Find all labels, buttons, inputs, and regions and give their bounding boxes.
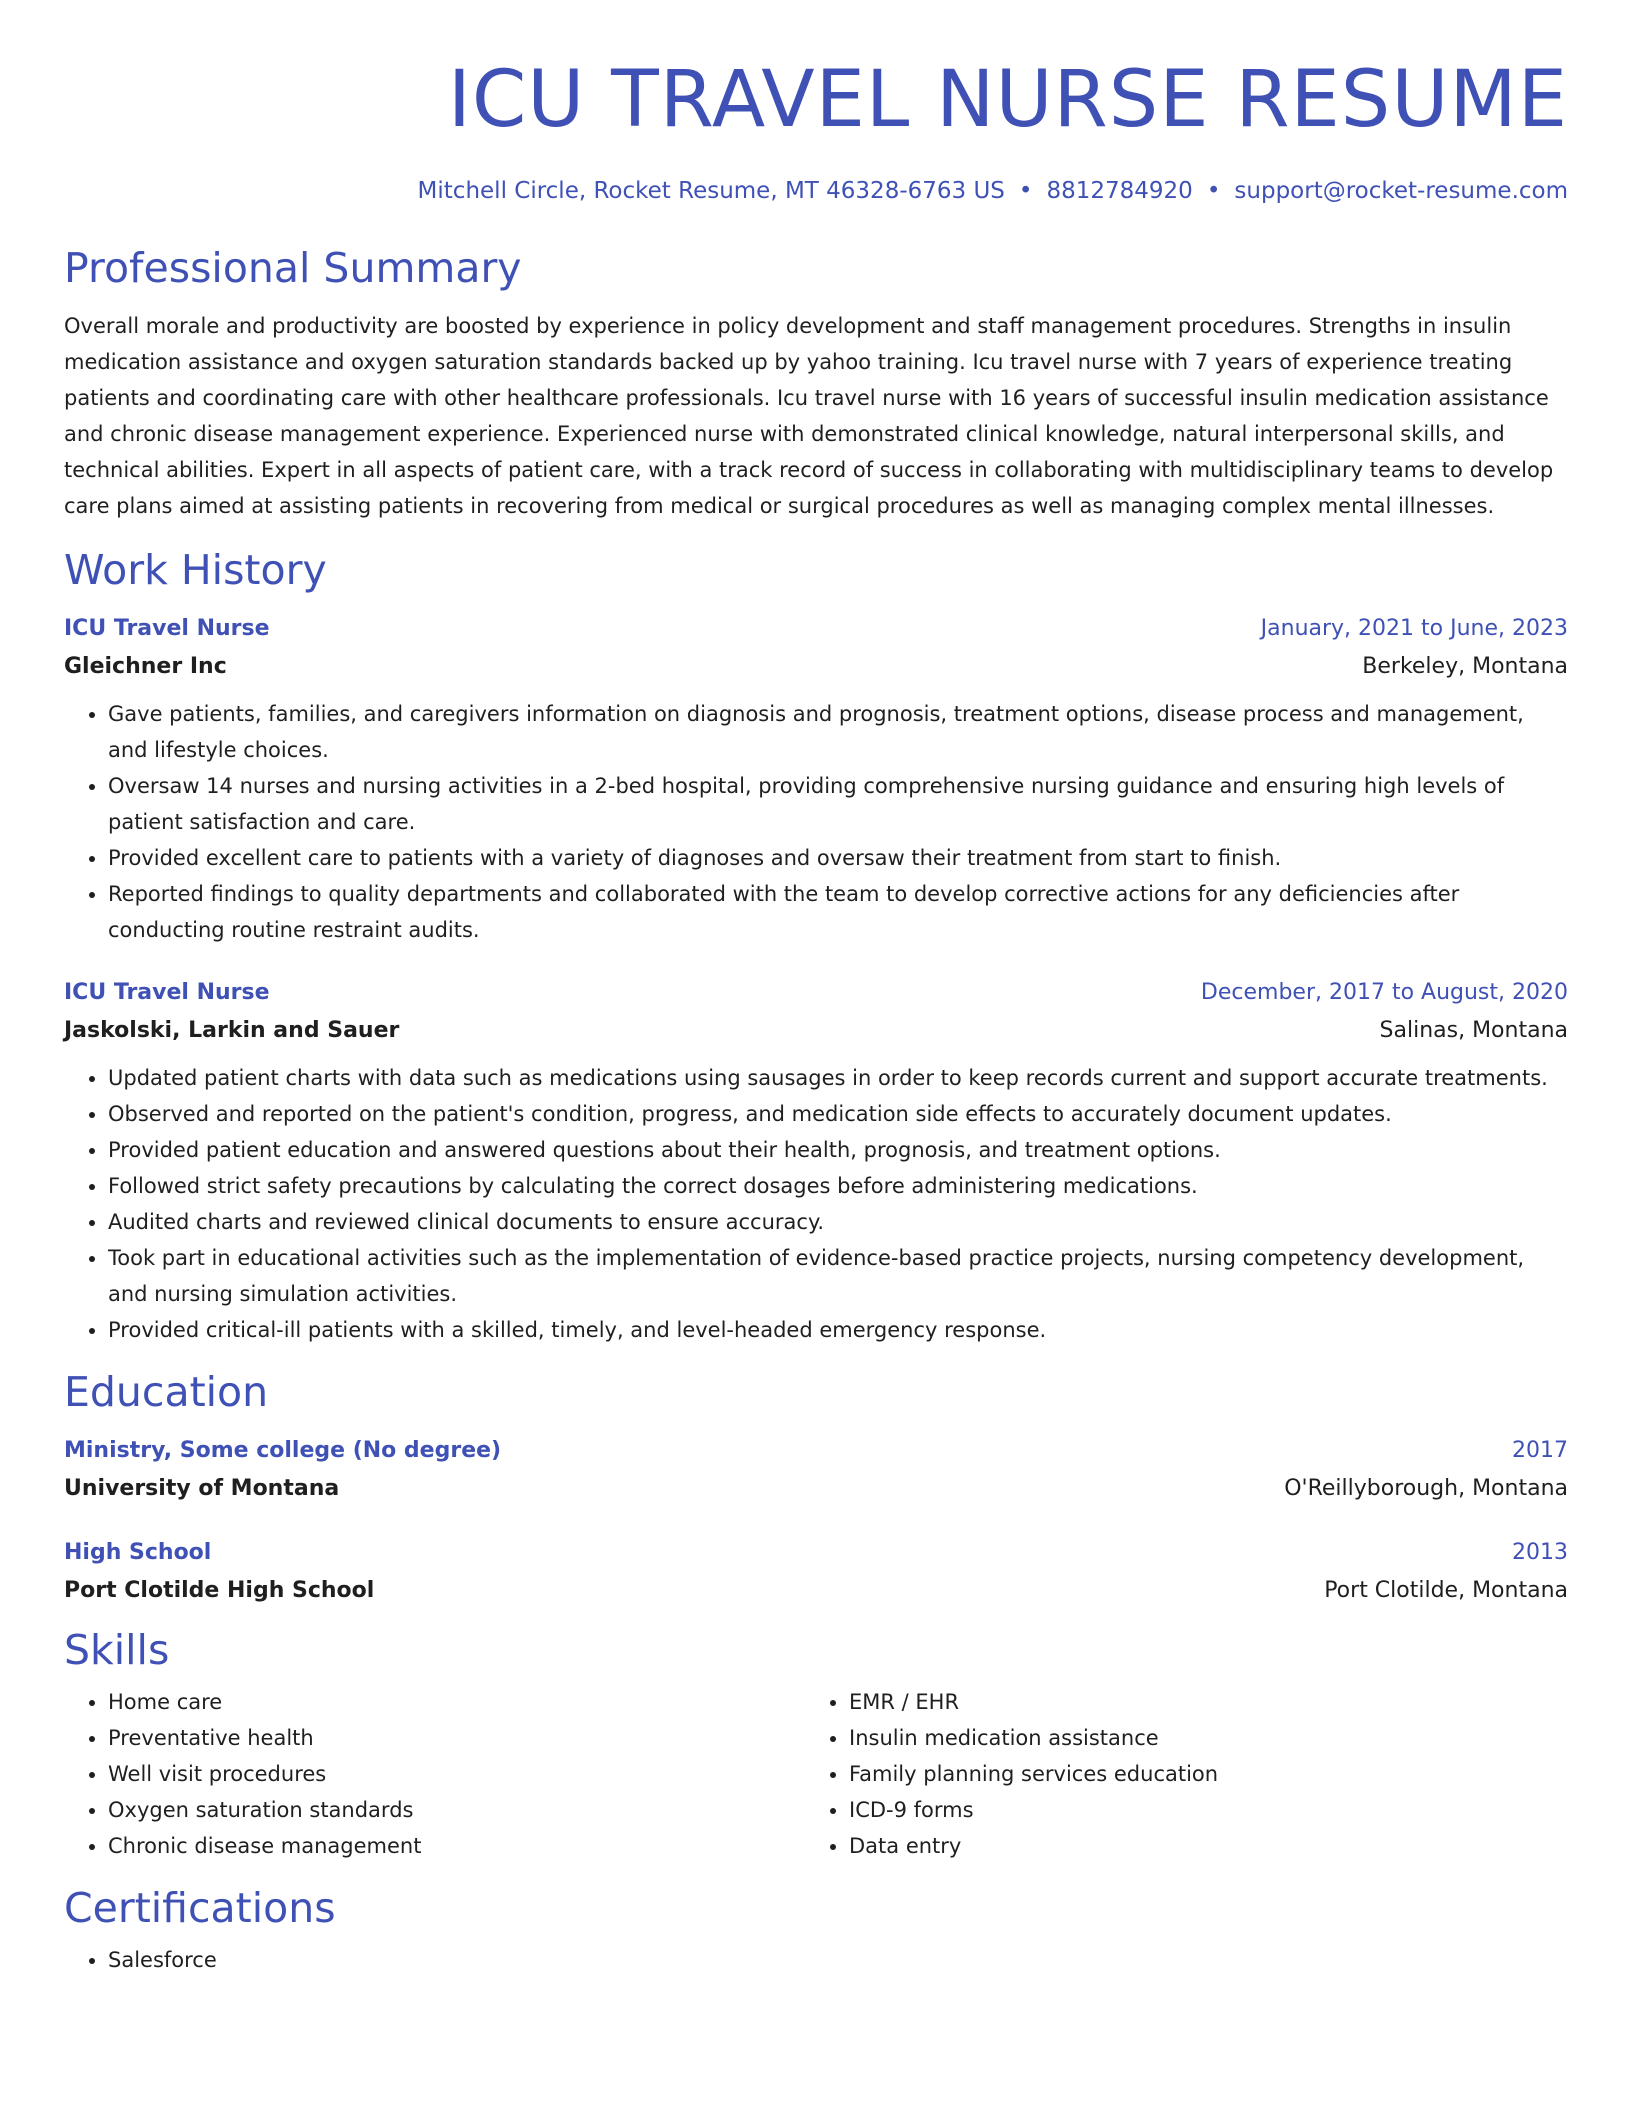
work-history-section <box>64 544 1568 1348</box>
job-role: ICU Travel Nurse <box>64 980 270 1005</box>
education-section <box>64 1366 1568 1610</box>
skill-item: • Chronic disease management <box>108 1828 805 1864</box>
resume-header <box>64 52 1568 206</box>
job-bullet: • Gave patients, families, and caregivers information on diagnosis and prognosis, treatment options, disease process and management, and lifestyle choices. <box>108 696 1568 768</box>
education-degree-row <box>64 1432 1568 1470</box>
contact-line <box>64 176 1568 206</box>
job-bullet: • Provided critical-ill patients with a skilled, timely, and level-headed emergency response. <box>108 1312 1568 1348</box>
job-entry <box>64 974 1568 1348</box>
resume-title: ICU TRAVEL NURSE RESUME <box>447 55 1568 145</box>
skill-item: • EMR / EHR <box>849 1684 1546 1720</box>
skills-columns <box>64 1684 1568 1864</box>
education-entry <box>64 1534 1568 1610</box>
education-location: O'Reillyborough, Montana <box>1284 1476 1568 1501</box>
summary-section <box>64 242 1568 524</box>
education-school: University of Montana <box>64 1476 340 1501</box>
skills-list-left <box>64 1684 805 1864</box>
certifications-heading: Certifications <box>64 1884 336 1932</box>
job-company: Gleichner Inc <box>64 654 227 679</box>
job-bullets <box>64 1060 1568 1348</box>
job-location: Salinas, Montana <box>1379 1018 1568 1043</box>
education-school-row <box>64 1572 1568 1610</box>
job-bullet: • Oversaw 14 nurses and nursing activities in a 2-bed hospital, providing comprehensive nursing guidance and ensuring high levels of patient satisfaction and care. <box>108 768 1568 840</box>
education-degree: High School <box>64 1540 212 1565</box>
contact-separator: • <box>1206 178 1221 204</box>
job-dates: January, 2021 to June, 2023 <box>1260 616 1568 641</box>
skills-list-right <box>805 1684 1546 1864</box>
education-year: 2013 <box>1512 1540 1568 1565</box>
job-title-row <box>64 974 1568 1012</box>
contact-address: Mitchell Circle, Rocket Resume, MT 46328-6763 US <box>417 178 1005 204</box>
job-bullet: • Provided patient education and answered questions about their health, prognosis, and treatment options. <box>108 1132 1568 1168</box>
skill-item: • Family planning services education <box>849 1756 1546 1792</box>
contact-email[interactable]: support@rocket-resume.com <box>1234 178 1568 204</box>
skill-item: • Insulin medication assistance <box>849 1720 1546 1756</box>
certification-item: • Salesforce <box>108 1942 1568 1978</box>
job-bullet: • Updated patient charts with data such as medications using sausages in order to keep records current and support accurate treatments. <box>108 1060 1568 1096</box>
job-role: ICU Travel Nurse <box>64 616 270 641</box>
job-bullet: • Took part in educational activities such as the implementation of evidence-based practice projects, nursing competency development, and nursing simulation activities. <box>108 1240 1568 1312</box>
skill-item: • Oxygen saturation standards <box>108 1792 805 1828</box>
certifications-section <box>64 1882 1568 1978</box>
job-bullet: • Provided excellent care to patients with a variety of diagnoses and oversaw their treatment from start to finish. <box>108 840 1568 876</box>
job-company: Jaskolski, Larkin and Sauer <box>64 1018 400 1043</box>
skill-item: • Data entry <box>849 1828 1546 1864</box>
skill-item: • Home care <box>108 1684 805 1720</box>
education-degree: Ministry, Some college (No degree) <box>64 1438 502 1463</box>
contact-separator: • <box>1018 178 1033 204</box>
skill-item: • ICD-9 forms <box>849 1792 1546 1828</box>
skill-item: • Well visit procedures <box>108 1756 805 1792</box>
job-bullet: • Observed and reported on the patient's condition, progress, and medication side effects to accurately document updates. <box>108 1096 1568 1132</box>
skills-heading: Skills <box>64 1626 170 1674</box>
job-title-row <box>64 610 1568 648</box>
education-school-row <box>64 1470 1568 1508</box>
job-company-row <box>64 1012 1568 1050</box>
certifications-list <box>64 1942 1568 1978</box>
education-degree-row <box>64 1534 1568 1572</box>
job-bullet: • Reported findings to quality departments and collaborated with the team to develop corrective actions for any deficiencies after conducting routine restraint audits. <box>108 876 1568 948</box>
skill-item: • Preventative health <box>108 1720 805 1756</box>
job-bullet: • Audited charts and reviewed clinical documents to ensure accuracy. <box>108 1204 1568 1240</box>
job-company-row <box>64 648 1568 686</box>
education-heading: Education <box>64 1368 269 1416</box>
job-bullets <box>64 696 1568 948</box>
work-history-heading: Work History <box>64 546 327 594</box>
education-school: Port Clotilde High School <box>64 1578 375 1603</box>
contact-phone: 8812784920 <box>1046 178 1193 204</box>
education-year: 2017 <box>1512 1438 1568 1463</box>
skills-section <box>64 1624 1568 1864</box>
job-location: Berkeley, Montana <box>1362 654 1568 679</box>
education-entry <box>64 1432 1568 1508</box>
job-entry <box>64 610 1568 948</box>
summary-heading: Professional Summary <box>64 244 522 292</box>
education-location: Port Clotilde, Montana <box>1324 1578 1568 1603</box>
job-dates: December, 2017 to August, 2020 <box>1200 980 1568 1005</box>
summary-text: Overall morale and productivity are boosted by experience in policy development and staff management procedures. Strengths in insulin medication assistance and oxygen saturation standards backed up by yahoo training. Icu travel nurse with 7 years of experience treating patients and coordinating care with other healthcare professionals. Icu travel nurse with 16 years of successful insulin medication assistance and chronic disease management experience. Experienced nurse with demonstrated clinical knowledge, natural interpersonal skills, and technical abilities. Expert in all aspects of patient care, with a track record of success in collaborating with multidisciplinary teams to develop care plans aimed at assisting patients in recovering from medical or surgical procedures as well as managing complex mental illnesses. <box>64 314 1554 518</box>
job-bullet: • Followed strict safety precautions by calculating the correct dosages before administering medications. <box>108 1168 1568 1204</box>
